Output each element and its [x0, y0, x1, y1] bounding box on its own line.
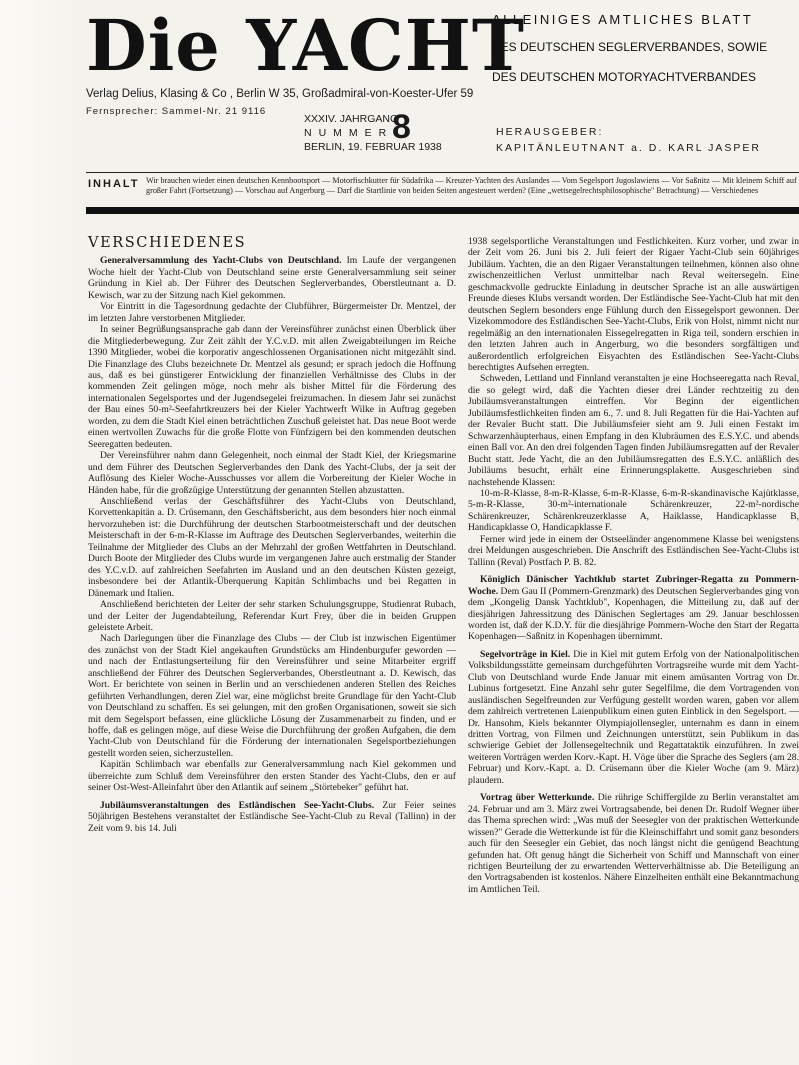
- paragraph-heading: Vortrag über Wetterkunde.: [480, 792, 595, 804]
- subtitle-sailing-association: DES DEUTSCHEN SEGLERVERBANDES, SOWIE: [492, 40, 768, 54]
- editor-block: [496, 124, 761, 156]
- paragraph-heading: Königlich Dänischer Yachtklub startet Zubringer-Regatta zu Pommern-Woche.: [468, 574, 799, 597]
- paragraph: [88, 800, 456, 834]
- issue-number-label: NUMMER: [304, 127, 394, 139]
- paragraph: Vor Eintritt in die Tagesordnung gedachte der Clubführer, Bürgermeister Dr. Mentzel, der im letzten Jahre verstorbenen Mitglieder.: [88, 301, 456, 324]
- contents-top-rule: [86, 172, 799, 173]
- paragraph-heading: Segelvorträge in Kiel.: [480, 648, 571, 660]
- issue-info: [304, 108, 442, 154]
- paragraph-heading: Generalversammlung des Yacht-Clubs von Deutschland.: [100, 255, 342, 267]
- paragraph: Der Vereinsführer nahm dann Gelegenheit, noch einmal der Stadt Kiel, der Kriegsmarine und dem Führer des Deutschen Seglerverbandes den Dank des Yacht-Clubs, der ja seit der Auflösung des Kieler Woche-Ausschusses vor allem die Vorbereitung der Kieler Woche in Händen habe, für die großzügige Unterstützung der genannten Stellen abzustatten.: [88, 450, 456, 496]
- paragraph-text: Zur Feier seines 50jährigen Bestehens veranstaltet der Estländische See-Yacht-Club zu Reval (Tallinn) in der Zeit vom 9. bis 14. Juli: [88, 799, 456, 834]
- paragraph: [468, 792, 799, 895]
- paragraph: Kapitän Schlimbach war ebenfalls zur Generalversammlung nach Kiel gekommen und überreichte zum Schluß dem Vereinsführer den ersten Stander des Yacht-Clubs, den er auf seiner Ost-West-Alleinfahrt über den Atlantik auf seinem „Störtebeker" geführt hat.: [88, 759, 456, 794]
- paragraph: 10-m-R-Klasse, 8-m-R-Klasse, 6-m-R-Klasse, 6-m-R-skandinavische Kajütklasse, 5-m-R-Klasse, 30-m²-internationale Schärenkreuzer, 22-m²-nordische Schärenkreuzer, Schärenkreuzerklasse A, Haiklasse, Handicapklasse B, Handicapklasse O, Handicapklasse F.: [468, 487, 799, 534]
- paragraph-heading: Jubiläumsveranstaltungen des Estländischen See-Yacht-Clubs.: [100, 799, 375, 811]
- paragraph: In seiner Begrüßungsansprache gab dann der Vereinsführer zunächst einen Überblick über die Mitgliederbewegung. Zur Zeit zählt der Y.C.v.D. mit allen Zweigabteilungen im Reiche 1390 Mitglieder, wobei die korporativ angeschlossenen Organisationen nicht mitgezählt sind. Die Finanzlage des Clubs bezeichnete Dr. Mentzel als gesund; er sprach jedoch die Hoffnung aus, daß es bei günstigerer Entwicklung der finanziellen Verhältnisse des Clubs in der kommenden Zeit gelingen möge, noch mehr als bisher Mittel für die Förderung des internationalen Segelsportes und der Jugendsegelei freizumachen. In diesem Jahr sei zunächst der Bau eines 50-m²-Seefahrtkreuzers bei der Kieler Yachtwerft Wilke in Auftrag gegeben worden, zu dem die Stadt Kiel einen beträchtlichen Zuschuß geleistet hat. Das neue Boot werde einen wertvollen Zuwachs für die große Flotte von Fünfzigern bei den kommenden deutschen Seeregatten bedeuten.: [88, 324, 456, 450]
- paragraph: Anschließend verlas der Geschäftsführer des Yacht-Clubs von Deutschland, Korvettenkapitän a. D. Crüsemann, den Geschäftsbericht, aus dem besonders hier noch einmal hervorzuheben ist: die Durchführung der deutschen Starbootmeisterschaft und der deutschen Meisterschaft in der 6-m-R-Klasse im Auftrage des Deutschen Seglerverbandes, weiterhin die Teilnahme der Mitglieder des Clubs an der Mehrzahl der großen Wettfahrten in Deutschland. Durch Boote der Mitglieder des Clubs wurde im vergangenen Jahre auch erstmalig der Stander des Y.C.v.D. auf zahlreichen Seefahrten im Ausland und an den deutschen Küsten gezeigt, insbesondere bei der Atlantik-Überquerung Kapitän Schlimbachs und bei Regatten in Dänemark und Italien.: [88, 495, 456, 599]
- paragraph: Nach Darlegungen über die Finanzlage des Clubs — der Club ist inzwischen Eigentümer des zunächst von der Stadt Kiel angekauften Grundstücks am Hindenburgufer geworden — und nach der Entlastungserteilung für den Vereinsführer und seine Mitarbeiter ergriff anschließend der Führer des Deutschen Seglerverbandes, Oberstleutnant a. D. Kewisch, das Wort. Er berichtete von seinen in Berlin und an verschiedenen anderen Stellen des Reiches geführten Verhandlungen, deren Ziel war, eine möglichst breite Grundlage für den Yacht-Club von Deutschland zu schaffen. Es sei gelungen, mit den großen Organisationen, soweit sie sich mit dem Segelsport befassen, eine glückliche Lösung der Zusammenarbeit zu finden, und er hoffe, daß es gelingen möge, auf diese Weise die Durchführung der großen Aufgaben, die dem Yacht-Club von Deutschland für die Förderung der internationalen Segelsportbeziehungen gestellt worden seien, sicherzustellen.: [88, 633, 456, 759]
- subtitle-motoryacht-association: DES DEUTSCHEN MOTORYACHTVERBANDES: [492, 70, 757, 84]
- masthead-title: Die YACHT: [86, 4, 525, 87]
- editor-name: KAPITÄNLEUTNANT a. D. KARL JASPER: [496, 142, 761, 154]
- contents-text: Wir brauchen wieder einen deutschen Kennbootsport — Motorfischkutter für Südafrika — Kreuzer-Yachten des Auslandes — Vom Segelsport Jugoslawiens — Vor Saßnitz — Mit kleinem Schiff auf großer Fahrt (Fortsetzung) — Vorschau auf Angerburg — Darf die Startlinie von beiden Seiten angesteuert werden? (Eine „wettsegelrechtsphilosophische" Betrachtung) — Verschiedenes: [146, 176, 797, 196]
- contents-label: INHALT: [88, 178, 140, 190]
- article-right-column: [468, 236, 799, 895]
- section-heading: VERSCHIEDENES: [88, 235, 247, 251]
- contents-bottom-rule: [86, 207, 799, 214]
- paragraph-text: Dem Gau II (Pommern-Grenzmark) des Deutschen Seglerverbandes ging von dem „Kongelig Dansk Yachtklub", Kopenhagen, die Mitteilung zu, daß auf der diesjährigen Jahressitzung des Dänischen Seglertages am 29. Januar beschlossen worden ist, daß der K.D.Y. für die diesjährige Pommern-Woche den Start der Regatta Kopenhagen—Saßnitz in Kopenhagen übernimmt.: [468, 585, 799, 643]
- paragraph: [88, 255, 456, 301]
- paragraph: Ferner wird jede in einem der Ostseeländer angenommene Klasse bei wenigstens drei Meldungen ausgeschrieben. Die Anschrift des Estländischen See-Yacht-Clubs ist Tallinn (Reval) Postfach P. B. 82.: [468, 533, 799, 568]
- paragraph-text: Die rührige Schiffergilde zu Berlin veranstaltet am 24. Februar und am 3. März zwei Vortragsabende, bei denen Dr. Rudolf Wegner über das Thema sprechen wird: „Was muß der Seesegler von der praktischen Wetterkunde wissen?" Gerade die Wetterkunde ist für die Kleinschiffahrt und somit ganz besonders auch für den Seesegler ein Gebiet, das noch längst nicht die genügend Beachtung gefunden hat. Oft genug hängt die Sicherheit von Schiff und Mannschaft von einer richtigen Beurteilung der zu erwartenden Wetterverhältnisse ab. Die Beteiligung an den Vortragsabenden ist kostenlos. Nähere Einzelheiten enthält eine Bekanntmachung im Amtlichen Teil.: [468, 792, 799, 895]
- phone-line: Fernsprecher: Sammel-Nr. 21 9116: [86, 106, 267, 117]
- paragraph: 1938 segelsportliche Veranstaltungen und Festlichkeiten. Kurz vorher, und zwar in der Zeit vom 26. Juni bis 2. Juli feiert der Rigaer Yacht-Club sein 60jähriges Jubiläum. Yachten, die an den Rigaer Veranstaltungen teilnehmen, können also ohne zwischenzeitlichen Verlust unmittelbar nach Reval weitersegeln. Eine geschmackvolle gedruckte Einladung in deutscher Sprache ist an alle auswärtigen Freunde dieses Klubs versandt worden. Der Estländische See-Yacht-Club hat mit den deutschen Seglern besonders enge Fühlung durch den Eissegelsport gewonnen. Der Vizekommodore des Estländischen See-Yacht-Clubs, Erik von Holst, nimmt nicht nur regelmäßig an den internationalen Eissegelregatten in Riga teil, sondern erschien in den letzten Jahren auch in Angerburg, wo die besonders sorgfältigen und außerordentlich erfolgreichen Eisyachten des Estländischen See-Yacht-Clubs berechtigtes Aufsehen erregten.: [468, 236, 799, 373]
- paragraph: [468, 574, 799, 643]
- paragraph: Anschließend berichteten der Leiter der sehr starken Schulungsgruppe, Studienrat Rubach, und der Leiter der Jugendabteilung, Referendar Kurt Frey, über die in beiden Gruppen geleistete Arbeit.: [88, 599, 456, 633]
- page-margin: [0, 0, 86, 1065]
- paragraph: [468, 649, 799, 786]
- issue-date: BERLIN, 19. FEBRUAR 1938: [304, 141, 442, 153]
- paragraph: Schweden, Lettland und Finnland veranstalten je eine Hochseeregatta nach Reval, die so gelegt wird, daß die Yachten dieser drei Länder rechtzeitig zu den Jubiläumsveranstaltungen eintreffen. Vor Beginn der eigentlichen Jubiläumsfestlichkeiten finden am 6., 7. und 8. Juli Regatten für die Hai-Yachten auf der Revaler Bucht statt. Die Jubiläumsfeier sieht am 9. Juli einen Festakt im Schwarzenhäupterhaus, einen Empfang in den Klubräumen des E.S.Y.C. und abends einen Ball vor. An den drei folgenden Tagen finden Jubiläumsregatten auf der Revaler Bucht statt. Jede Yacht, die an den Jubiläumsregatten des E.S.Y.C. anläßlich des Jubiläums besucht, erhält eine Erinnerungsplakette. Ausgeschrieben sind nachstehende Klassen:: [468, 373, 799, 488]
- issue-volume: XXXIV. JAHRGANG: [304, 113, 399, 125]
- paragraph-text: Im Laufe der vergangenen Woche hielt der Yacht-Club von Deutschland seine erste Generalversammlung seit seiner Gründung in Kiel ab. Der Führer des Deutschen Seglerverbandes, Oberstleutnant a. D. Kewisch, war zu der Sitzung nach Kiel gekommen.: [88, 255, 456, 301]
- paragraph-text: Die in Kiel mit gutem Erfolg von der Nationalpolitischen Volksbildungsstätte gemeinsam durchgeführten Vortragsreihe wurde mit dem Yacht-Club von Deutschland wurde Ende Januar mit einem amüsanten Vortrag von Dr. Lubinus fortgesetzt. Eine Anzahl sehr guter Segelfilme, die dem Vortragenden von ausländischen Segelfreunden zur Verfügung gestellt worden waren, gaben vor allem dem zahlreich vertretenen Laienpublikum einen guten Einblick in den Segelsport. — Dr. Hansohm, Kiels bekannter Olympiajollensegler, unternahm es dann in einem dritten Vortrag, von Filmen und Zeichnungen unterstützt, sein Publikum in das schwierige Gebiet der Jollensegeltechnik und Regattataktik einzuführen. In zwei weiteren Vorträgen werden Korv.-Kapt. H. Vöge über die Sprache des Seglers (am 28. Februar) und Korv.-Kapt. a. D. Crüsemann über die Kieler Woche (am 9. März) plaudern.: [468, 648, 799, 786]
- issue-number: 8: [392, 108, 411, 146]
- subtitle-official-paper: ALLEINIGES AMTLICHES BLATT: [492, 12, 754, 27]
- publisher-line: Verlag Delius, Klasing & Co , Berlin W 35, Großadmiral-von-Koester-Ufer 59: [86, 88, 474, 100]
- article-left-column: [88, 235, 456, 834]
- editor-label: HERAUSGEBER:: [496, 126, 604, 138]
